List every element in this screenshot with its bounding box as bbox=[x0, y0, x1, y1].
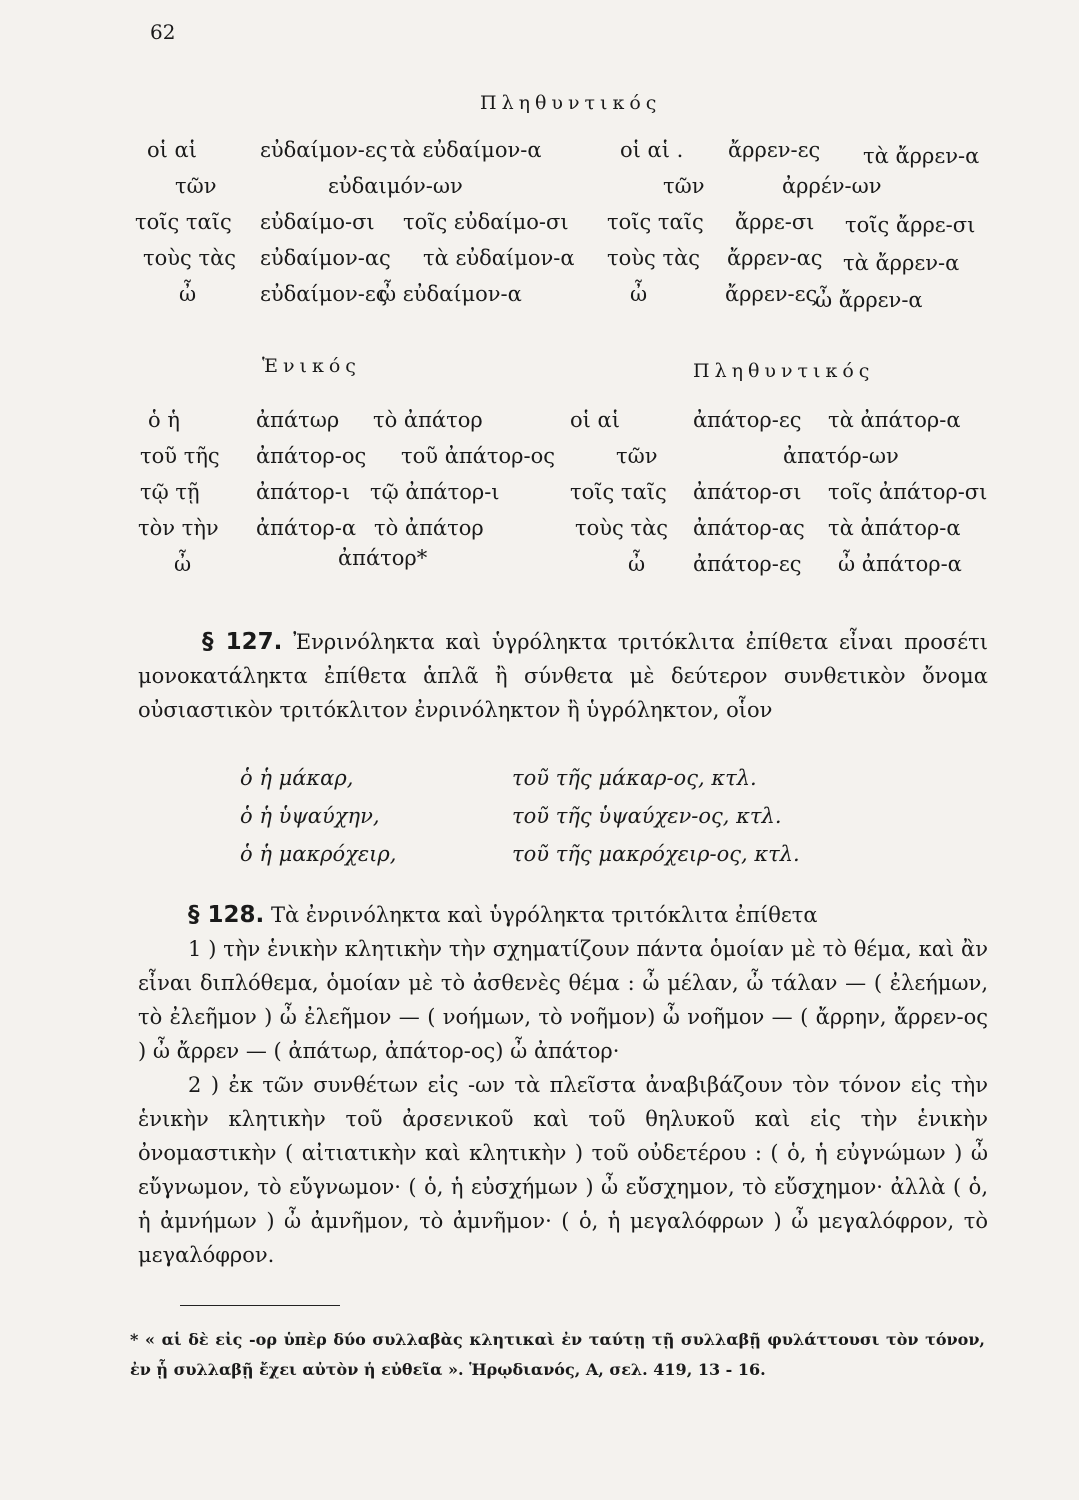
neuter-cell: τὸ ἀπάτορ bbox=[373, 408, 483, 432]
article-cell: τοῖς ταῖς bbox=[135, 210, 232, 234]
article-cell: ὁ ἡ bbox=[148, 408, 180, 432]
table-row bbox=[138, 516, 998, 552]
example-right: τοῦ τῆς μακρόχειρ-ος, κτλ. bbox=[512, 842, 800, 866]
table-row bbox=[145, 282, 995, 318]
form-cell: ἀρρέν-ων bbox=[782, 174, 882, 198]
footnote-divider bbox=[180, 1305, 340, 1306]
section-number: § 127. bbox=[202, 629, 283, 655]
article-cell: τοῖς ταῖς bbox=[607, 210, 704, 234]
neuter-cell: τὰ ἀπάτορ-α bbox=[828, 516, 961, 540]
table-row bbox=[135, 210, 995, 246]
singular-heading: Ἑνικός bbox=[262, 355, 361, 377]
article-cell: οἱ αἱ bbox=[147, 138, 197, 162]
form-cell: ἀπάτορ-ος bbox=[256, 444, 367, 468]
footnote: * « αἱ δὲ εἰς -ορ ὑπὲρ δύο συλλαβὰς κλητικαὶ ἐν ταύτῃ τῇ συλλαβῇ φυλάττουσι τὸν τόνον, ἐν ᾗ συλλαβῇ ἔχει αὐτὸν ἡ εὐθεῖα ». Ἡρῳδιανός, Α, σελ. 419, 13 - 16. bbox=[130, 1330, 985, 1379]
neuter-cell: τοῖς εὐδαίμο-σι bbox=[403, 210, 569, 234]
form-cell: εὐδαιμόν-ων bbox=[328, 174, 463, 198]
article-cell: ὦ bbox=[630, 282, 648, 306]
table-row bbox=[145, 174, 995, 210]
neuter-cell: τὰ εὐδαίμον-α bbox=[423, 246, 575, 270]
article-cell: ὦ bbox=[179, 282, 197, 306]
table-row bbox=[138, 480, 998, 516]
form-cell: ἀπάτωρ bbox=[256, 408, 340, 432]
article-cell: τοῖς ταῖς bbox=[570, 480, 667, 504]
declension-table-2 bbox=[138, 408, 998, 588]
plural-heading-2: Πληθυντικός bbox=[693, 360, 875, 382]
table-row bbox=[145, 138, 995, 174]
example-left: ὁ ἡ μακρόχειρ, bbox=[240, 842, 397, 866]
page-number: 62 bbox=[150, 20, 176, 44]
article-cell: τῶν bbox=[663, 174, 705, 198]
article-cell: τῶν bbox=[616, 444, 658, 468]
article-cell: ὦ bbox=[628, 552, 646, 576]
section-127 bbox=[138, 625, 988, 727]
paragraph-2: 2 ) ἐκ τῶν συνθέτων εἰς -ων τὰ πλεῖστα ἀναβιβάζουν τὸν τόνον εἰς τὴν ἑνικὴν κλητικὴν τοῦ ἀρσενικοῦ καὶ τοῦ θηλυκοῦ καὶ εἰς τὴν ἑνικὴν ὀνομαστικὴν ( αἰτιατικὴν καὶ κλητικὴν ) τοῦ οὐδετέρου : ( ὁ, ἡ εὐγνώμων ) ὦ εὔγνωμον, τὸ εὔγνωμον· ( ὁ, ἡ εὐσχήμων ) ὦ εὔσχημον, τὸ εὔσχημον· ἀλλὰ ( ὁ, ἡ ἀμνήμων ) ὦ ἀμνῆμον, τὸ ἀμνῆμον· ( ὁ, ἡ μεγαλόφρων ) ὦ μεγαλόφρον, τὸ μεγαλόφρον. bbox=[138, 1073, 988, 1267]
form-cell: ἄρρεν-ας bbox=[727, 246, 823, 270]
table-row bbox=[145, 246, 995, 282]
form-cell: ἄρρε-σι bbox=[735, 210, 815, 234]
neuter-cell: τῷ ἀπάτορ-ι bbox=[370, 480, 500, 504]
form-cell: εὐδαίμο-σι bbox=[260, 210, 375, 234]
form-cell: ἄρρεν-ες bbox=[728, 138, 821, 162]
declension-table-1 bbox=[135, 138, 995, 318]
neuter-cell: ὦ εὐδαίμον-α bbox=[379, 282, 522, 306]
article-cell: τοὺς τὰς bbox=[575, 516, 669, 540]
article-cell: τοῦ τῆς bbox=[140, 444, 220, 468]
form-cell: ἀπάτορ-α bbox=[256, 516, 357, 540]
example-left: ὁ ἡ ὑψαύχην, bbox=[240, 804, 380, 828]
example-right: τοῦ τῆς μάκαρ-ος, κτλ. bbox=[512, 766, 757, 790]
form-cell: ἀπάτορ-σι bbox=[693, 480, 802, 504]
table-row bbox=[138, 444, 998, 480]
example-right: τοῦ τῆς ὑψαύχεν-ος, κτλ. bbox=[512, 804, 782, 828]
form-cell: ἀπάτορ-ες bbox=[693, 552, 802, 576]
section-text: Ἐνρινόληκτα καὶ ὑγρόληκτα τριτόκλιτα ἐπίθετα εἶναι προσέτι μονοκατάληκτα ἐπίθετα ἁπλᾶ ἢ σύνθετα μὲ δεύτερον συνθετικὸν ὄνομα οὐσιαστικὸν τριτόκλιτον ἐνρινόληκτον ἢ ὑγρόληκτον, οἷον bbox=[138, 630, 988, 722]
form-cell: ἀπάτορ-ες bbox=[693, 408, 802, 432]
form-cell: ἀπάτορ-ι bbox=[256, 480, 351, 504]
section-intro: Τὰ ἐνρινόληκτα καὶ ὑγρόληκτα τριτόκλιτα ἐπίθετα bbox=[270, 903, 818, 927]
article-cell: οἱ αἱ . bbox=[620, 138, 684, 162]
table-row bbox=[138, 408, 998, 444]
neuter-cell: τὰ ἀπάτορ-α bbox=[828, 408, 961, 432]
section-128 bbox=[138, 898, 988, 1272]
neuter-cell: τὸ ἀπάτορ bbox=[374, 516, 484, 540]
article-cell: τῷ τῇ bbox=[140, 480, 200, 504]
article-cell: τῶν bbox=[175, 174, 217, 198]
form-cell: ἀπατόρ-ων bbox=[783, 444, 899, 468]
neuter-cell: τοῖς ἀπάτορ-σι bbox=[828, 480, 988, 504]
neuter-cell: ὦ ἄρρεν-α bbox=[815, 288, 923, 312]
section-number: § 128. bbox=[188, 902, 265, 928]
neuter-cell: τοῖς ἄρρε-σι bbox=[845, 213, 976, 237]
form-cell: εὐδαίμον-ες bbox=[260, 138, 388, 162]
example-left: ὁ ἡ μάκαρ, bbox=[240, 766, 354, 790]
article-cell: τοὺς τὰς bbox=[607, 246, 701, 270]
article-cell: ὦ bbox=[174, 552, 192, 576]
table-row bbox=[138, 546, 998, 588]
form-cell: εὐδαίμον-ες bbox=[260, 282, 388, 306]
form-cell: ἀπάτορ-ας bbox=[693, 516, 805, 540]
neuter-cell: τὰ ἄρρεν-α bbox=[863, 144, 980, 168]
form-cell: ἀπάτορ* bbox=[338, 546, 428, 570]
paragraph-1: 1 ) τὴν ἑνικὴν κλητικὴν τὴν σχηματίζουν πάντα ὁμοίαν μὲ τὸ θέμα, καὶ ἂν εἶναι διπλόθεμα, ὁμοίαν μὲ τὸ ἀσθενὲς θέμα : ὦ μέλαν, ὦ τάλαν — ( ἐλεήμων, τὸ ἐλεῆμον ) ὦ ἐλεῆμον — ( νοήμων, τὸ νοῆμον) ὦ νοῆμον — ( ἄρρην, ἄρρεν-ος ) ὦ ἄρρεν — ( ἀπάτωρ, ἀπάτορ-ος) ὦ ἀπάτορ· bbox=[138, 937, 988, 1063]
form-cell: ἄρρεν-ες bbox=[725, 282, 818, 306]
article-cell: οἱ αἱ bbox=[570, 408, 620, 432]
plural-heading: Πληθυντικός bbox=[480, 92, 662, 114]
neuter-cell: τοῦ ἀπάτορ-ος bbox=[401, 444, 555, 468]
neuter-cell: τὰ εὐδαίμον-α bbox=[390, 138, 542, 162]
article-cell: τὸν τὴν bbox=[138, 516, 219, 540]
neuter-cell: τὰ ἄρρεν-α bbox=[843, 251, 960, 275]
form-cell: εὐδαίμον-ας bbox=[260, 246, 391, 270]
article-cell: τοὺς τὰς bbox=[143, 246, 237, 270]
neuter-cell: ὦ ἀπάτορ-α bbox=[838, 552, 962, 576]
